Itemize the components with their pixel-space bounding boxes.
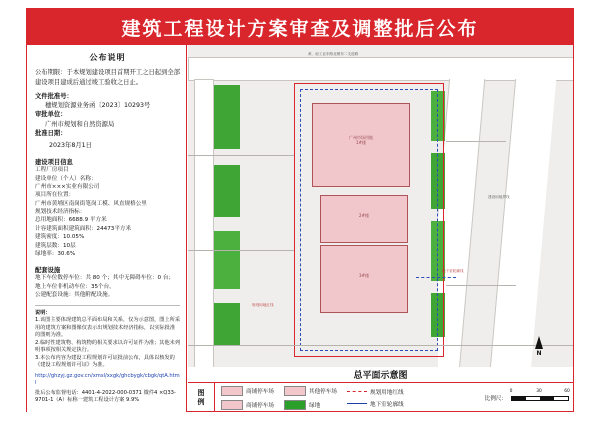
project-row: 工程厂房项目: [35, 167, 69, 174]
green-area: [214, 85, 240, 149]
parcel-line: [446, 285, 516, 286]
parcel-line: [188, 250, 294, 251]
divider: [35, 305, 180, 306]
road-east: [438, 79, 486, 367]
parcel-line: [188, 345, 573, 346]
road-west: [194, 79, 214, 367]
legend-column-1: [221, 386, 274, 410]
parking-row: 地下车位数停车位：共 80 个；其中无障碍车位：0 台；: [35, 275, 175, 282]
scale-tick-block: [540, 397, 554, 400]
project-row: 广州市黄埔区南岗街笔岗工模、风直规格公里: [35, 200, 147, 207]
legend-item-label: 绿地: [308, 402, 321, 409]
legend-title-char1: 图: [197, 389, 205, 398]
legend-blueline-icon: [347, 403, 367, 404]
legend-item: [221, 386, 274, 396]
legend-item: [347, 400, 404, 408]
road-east-2: [487, 79, 557, 367]
building-number: 3#楼: [359, 273, 369, 278]
parcel-line: [446, 141, 506, 142]
legend-swatch-pink-icon: [221, 386, 243, 396]
legend: [188, 383, 573, 412]
date-label: 批准日期：: [35, 130, 67, 138]
project-row: 项目所在位置：: [35, 192, 75, 199]
parking-row: 地上车位非机动车位：35个台。: [35, 283, 115, 290]
project-row: 建筑密度：10.05%: [35, 234, 85, 241]
legend-item-label: 其他停车场: [308, 388, 337, 395]
parking-section-title: 配套设施: [35, 267, 61, 275]
building-label: 广州市场用地: [349, 135, 373, 140]
project-row: 规划技术经济指标：: [35, 209, 86, 216]
authority-block: [35, 110, 180, 129]
green-area: [214, 165, 240, 217]
north-arrow-icon: [535, 336, 543, 349]
supervision-hotline: 批后公布监督电话：4401-4-2022-000-0371 微件4 ×Q33-9701-1（A）标称一建筑工程设计方案 9.9%: [35, 389, 176, 404]
legend-redline-icon: [347, 391, 367, 392]
scale-bar: [484, 383, 570, 412]
project-row: 计容建筑面积建筑面积：24473平方米: [35, 225, 132, 232]
scale-tick-2: 60: [564, 388, 570, 394]
approval-value: 穗规划资源业务函〔2023〕10293号: [45, 101, 151, 109]
project-section-title: 建设项目信息: [35, 159, 73, 167]
project-row: 总用地面积：6688.9 平方米: [35, 217, 107, 224]
legend-item-label: 商铺停车场: [246, 388, 274, 395]
public-facility-row: 公建配套设施：其他附配设施。: [35, 292, 114, 299]
legend-swatch-pink-icon: [221, 400, 243, 410]
legend-swatch-green-icon: [284, 400, 306, 410]
scale-graphic: [509, 388, 570, 405]
parking-rows: [35, 274, 180, 299]
legend-title-char2: 例: [197, 397, 205, 406]
legend-item: [347, 388, 404, 396]
note-item: 1.该图主要体现建筑总平面布局和关系，仅为示意图，图上所采用的建筑方案和图像仅表示出规划技术经济指标，以实际批准的图则为准。: [35, 317, 181, 339]
north-arrow: [531, 331, 547, 357]
scale-label: 比例尺：: [484, 395, 507, 402]
road-east-zone: [438, 79, 573, 367]
notice-text: 于本规划建设项目首期开工之日起到全部建设项目建成后通过竣工验收之日止。: [35, 69, 181, 86]
map-caption: 总平面示意图: [188, 367, 573, 383]
road-north: [188, 57, 573, 81]
legend-title: [188, 383, 215, 412]
road-label-north: 黄、南工业东路北侧东二支道路: [308, 52, 359, 56]
land-annotation: 建设用地界线: [488, 195, 510, 199]
authority-label: 审批单位：: [35, 111, 67, 119]
building-3[interactable]: [320, 245, 408, 313]
legend-item-label: 商铺停车场: [246, 402, 274, 409]
site-plan-map[interactable]: [188, 45, 573, 367]
building-number: 2#楼: [359, 213, 369, 218]
authority-value: 广州市规划和自然资源局: [45, 120, 115, 128]
project-rows: [35, 166, 180, 258]
approval-block: [35, 92, 180, 111]
legend-column-2: [284, 386, 337, 410]
green-area: [214, 303, 240, 345]
legend-swatch-pink-icon: [284, 386, 306, 396]
note-item: 3.本公布内容为建设工程规划许可证批前公布，具体以核发的《建设工程规划许可证》为准。: [35, 354, 175, 369]
north-label: N: [536, 350, 542, 357]
project-row: 广州市×××实业有限公司: [35, 183, 100, 190]
scale-tick-0: 0: [509, 388, 513, 394]
scale-tick-1: 30: [536, 388, 542, 394]
legend-item: [284, 400, 337, 410]
legend-item: [221, 400, 274, 410]
redline-annotation: 规划用地红线: [252, 303, 274, 307]
basement-annotation: 地下室轮廓线: [442, 269, 464, 273]
notice-block: [35, 68, 180, 88]
notes-block: [35, 310, 180, 370]
panel-heading: 公布说明: [89, 53, 126, 62]
parcel-line: [188, 155, 294, 156]
note-item: 2.临时性建筑物、构筑物的相关要求以许可证件为准；其他未列明事项按相关规定执行。: [35, 339, 181, 354]
building-number: 1#楼: [356, 139, 366, 145]
scale-tick-block: [512, 397, 526, 400]
legend-item-label: 规划用地红线: [369, 389, 404, 396]
legend-column-3: [347, 388, 404, 408]
scale-bar-track: [511, 396, 569, 401]
date-value: 2023年8月1日: [49, 141, 92, 149]
date-block: [35, 129, 180, 150]
project-row: 建筑层数：10层: [35, 242, 76, 249]
building-1[interactable]: [312, 103, 410, 187]
publication-link[interactable]: http://ghzyj.gz.gov.cn/xmsl/xxgk/ghcbygk/cbgk/qtA.html: [35, 372, 180, 387]
page-title: 建筑工程设计方案审查及调整批后公布: [27, 9, 573, 45]
project-row: 建设单位（个人）名称：: [35, 175, 97, 182]
building-2[interactable]: [320, 195, 408, 243]
green-area: [214, 231, 240, 289]
basement-leader-line: [416, 277, 456, 278]
legend-item: [284, 386, 337, 396]
notes-title: 说明：: [35, 309, 51, 316]
notice-label: 公布期限：: [35, 69, 67, 76]
legend-item-label: 地下室轮廓线: [369, 401, 404, 408]
approval-label: 文件批准号：: [35, 92, 73, 100]
project-row: 绿地率：30.6%: [35, 251, 76, 258]
info-panel: [27, 45, 187, 412]
